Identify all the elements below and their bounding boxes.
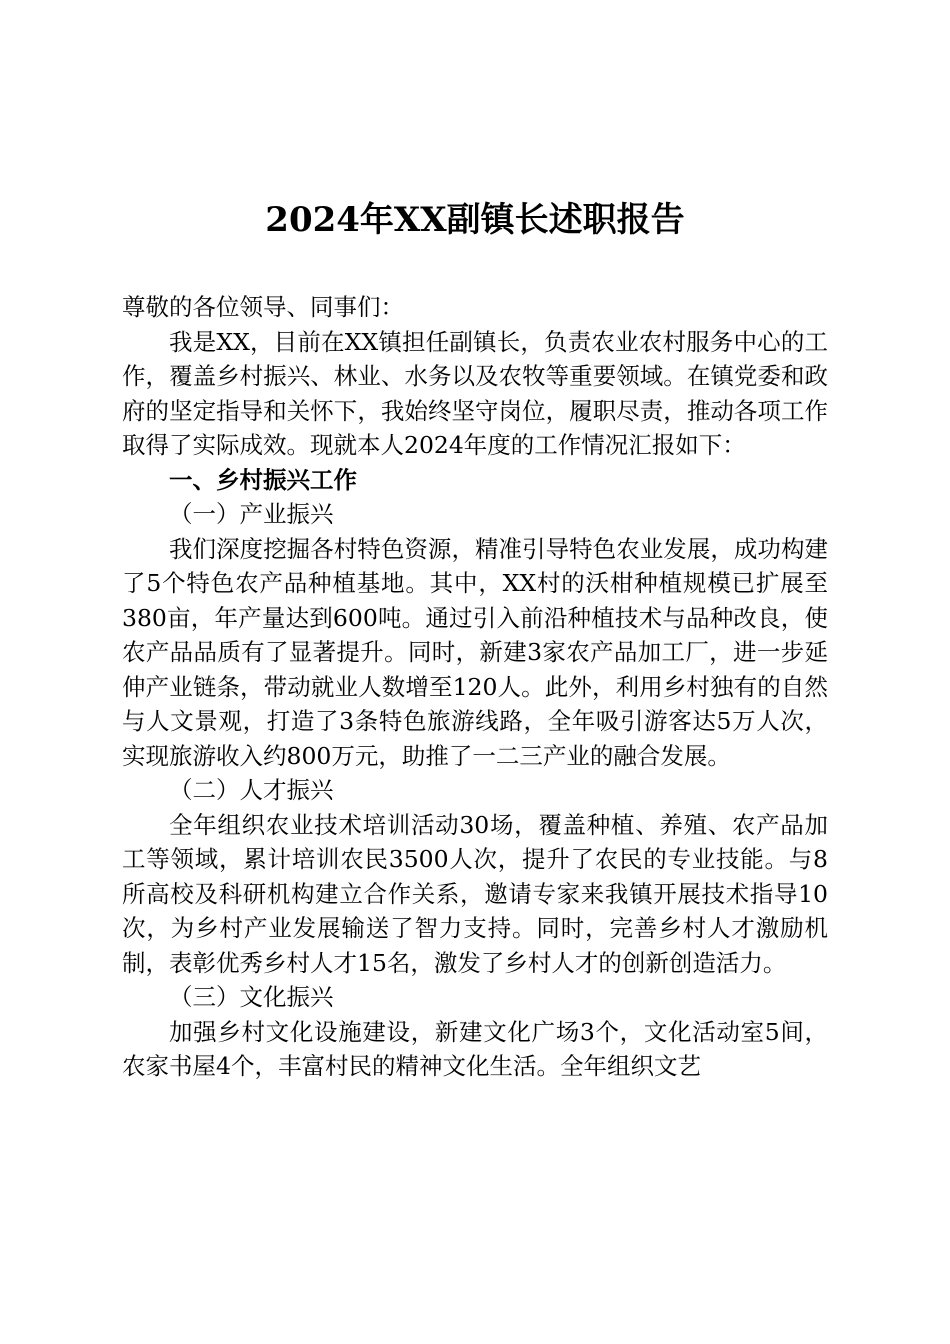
subsection-heading-talent: （二）人才振兴 [169,776,334,804]
subsection-heading-culture: （三）文化振兴 [169,983,334,1011]
section-heading-rural-revitalization: 一、乡村振兴工作 [169,465,357,494]
intro-paragraph: 我是XX，目前在XX镇担任副镇长，负责农业农村服务中心的工作，覆盖乡村振兴、林业、水务以及农牧等重要领域。在镇党委和政府的坚定指导和关怀下，我始终坚守岗位，履职尽责，推动各项工作取得了实际成效。现就本人2024年度的工作情况汇报如下： [122,327,828,459]
subsection-heading-industry: （一）产业振兴 [169,500,334,528]
document-title: 2024年XX副镇长述职报告 [265,200,685,240]
document-body [122,290,828,1084]
industry-paragraph: 我们深度挖掘各村特色资源，精准引导特色农业发展，成功构建了5个特色农产品种植基地。其中，XX村的沃柑种植规模已扩展至380亩，年产量达到600吨。通过引入前沿种植技术与品种改良，使农产品品质有了显著提升。同时，新建3家农产品加工厂，进一步延伸产业链条，带动就业人数增至120人。此外，利用乡村独有的自然与人文景观，打造了3条特色旅游线路，全年吸引游客达5万人次，实现旅游收入约800万元，助推了一二三产业的融合发展。 [122,534,828,770]
talent-paragraph: 全年组织农业技术培训活动30场，覆盖种植、养殖、农产品加工等领域，累计培训农民3500人次，提升了农民的专业技能。与8所高校及科研机构建立合作关系，邀请专家来我镇开展技术指导10次，为乡村产业发展输送了智力支持。同时，完善乡村人才激励机制，表彰优秀乡村人才15名，激发了乡村人才的创新创造活力。 [122,810,828,977]
salutation: 尊敬的各位领导、同事们： [122,293,404,321]
culture-paragraph: 加强乡村文化设施建设，新建文化广场3个，文化活动室5间，农家书屋4个，丰富村民的精神文化生活。全年组织文艺 [122,1017,828,1080]
